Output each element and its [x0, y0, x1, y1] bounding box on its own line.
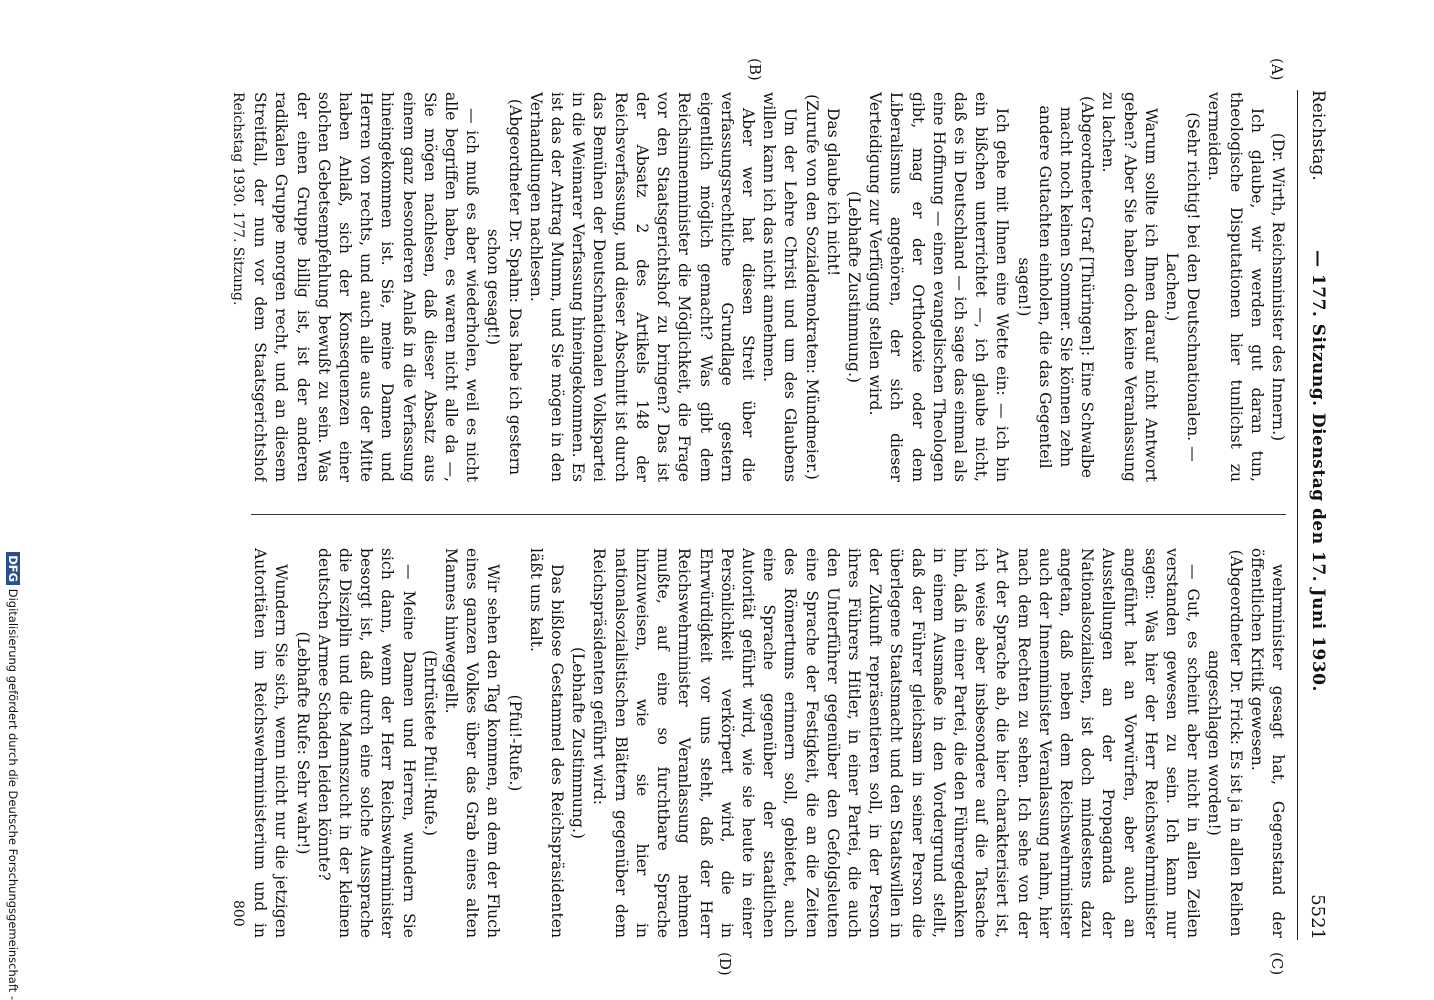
- margin-mark-a: (A): [1268, 58, 1286, 81]
- interjection: (Lebhafte Zustimmung.): [569, 646, 588, 840]
- paragraph: Warum sollte ich Ihnen darauf nicht Antwort geben? Aber Sie haben doch keine Veranlassung zu lachen.: [1099, 92, 1160, 482]
- paragraph: Das bißlose Gestammel des Reichspräsidenten läßt uns kalt.: [526, 548, 567, 938]
- paragraph: Wir sehen den Tag kommen, an dem der Fluch eines ganzen Volkes über das Grab eines alten Mannes hinweggellt.: [442, 548, 503, 938]
- header-left: Reichstag.: [1308, 90, 1328, 181]
- interjection: (Abgeordneter Graf [Thüringen]: Eine Schwalbe macht noch keinen Sommer. Sie können zehn andere Gutachten einholen, die das Gegenteil sagen!): [1014, 96, 1097, 478]
- paragraph: Wundern Sie sich, wenn nicht nur die jetzigen Autoritäten im Reichswehrministerium und in: [251, 548, 291, 938]
- paragraph: Ich glaube, wir werden gut daran tun, theologische Disputationen hier tunlichst zu vermeiden.: [1205, 92, 1266, 482]
- paragraph: Ich gehe mit Ihnen eine Wette ein: — ich bin ein bißchen unterrichtet —, ich glaube nicht, daß es in Deutschland — ich sage das einmal als eine Hoffnung — einen evangelischen Theologen gibt, mag er der Orthodoxie oder dem Liberalismus angehören, der sich dieser Verteidigung zur Verfügung stellen wird.: [866, 92, 1012, 482]
- margin-mark-b: (B): [746, 58, 764, 81]
- attribution-text: Digitalisierung gefördert durch die Deutsche Forschungsgemeinschaft -: [6, 588, 20, 1000]
- attribution-strip: [0, 0, 20, 1000]
- paragraph: — Gut, es scheint aber nicht in allen Zeilen verstanden gewesen zu sein. Ich kann nur sagen: Was hier der Herr Reichswehrminister angeführt hat an Vorwürfen, aber auch an Ausstellungen an der Propaganda der Nationalsozialisten, ist doch mindestens dazu angetan, daß neben dem Reichswehrminister auch der Innenminister Veranlassung nahm, hier nach dem Rechten zu sehen. Ich sehe von der Art der Sprache ab, die hier charakterisiert ist, ich weise aber insbesondere auf die Tatsache hin, daß in einer Partei, die den Führergedanken in einem Ausmaße in den Vordergrund stellt, daß der Führer gleichsam in seiner Person die überlegene Staatsmacht und den Staatswillen in der Zukunft repräsentieren soll, in der Person ihres Führers Hitler, in einer Partei, die auch den Unterführer gegenüber den Gefolgsleuten eine Sprache der Festigkeit, die an die Zeiten des Römertums erinnern soll, gebietet, auch eine Sprache gegenüber der staatlichen Autorität geführt wird, wie sie heute in einer Persönlichkeit verkörpert wird, die in Ehrwürdigkeit vor uns steht, daß der Herr Reichswehrminister Veranlassung nehmen mußte, auf eine so furchtbare Sprache hinzuweisen, wie sie hier in nationalsozialistischen Blättern gegenüber dem Reichspräsidenten geführt wird:: [590, 548, 1203, 938]
- interjection: (Lebhafte Rufe: Sehr wahr!): [293, 631, 312, 855]
- paragraph: Um der Lehre Christi und um des Glaubens willen kann ich das nicht annehmen.: [760, 92, 800, 482]
- left-column: [248, 92, 1288, 482]
- interjection: (Abgeordneter Dr. Frick: Es ist ja in allen Reihen angeschlagen worden!): [1205, 549, 1245, 937]
- paragraph: — ich muß es aber wiederholen, weil es nicht alle begriffen haben, es waren nicht alle da —, Sie mögen nachlesen, daß dieser Absatz aus einem ganz besonderen Anlaß in die Verfassung hineingekommen ist. Sie, meine Damen und Herren von rechts, und auch alle aus der Mitte haben Anlaß, sich der Konsequenzen einer solchen Gebetsempfehlung bewußt zu sein. Was der einen Gruppe billig ist, ist der anderen radikalen Gruppe morgen recht, und an diesem Streitfall, der nun vor dem Staatsgerichtshof: [251, 92, 482, 482]
- paragraph: — Meine Damen und Herren, wundern Sie sich dann, wenn der Herr Reichswehrminister besorgt ist, daß durch eine solche Aussprache die Disziplin und die Mannszucht in der kleinen deutschen Armee Schaden leiden könnte?: [314, 548, 418, 938]
- interjection: (Abgeordneter Dr. Spahn: Das habe ich gestern schon gesagt!): [484, 98, 524, 476]
- column-divider: [251, 514, 1286, 515]
- page-header: [1297, 90, 1334, 940]
- interjection: (Pfui!-Rufe.): [505, 694, 524, 792]
- paragraph: Aber wer hat diesen Streit über die verfassungsrechtliche Grundlage gestern eigentlich möglich gemacht? Was gibt dem Reichsinnenminister die Möglichkeit, die Frage vor den Staatsgerichtshof zu bringen? Das ist der Absatz 2 des Artikels 148 der Reichsverfassung, und dieser Abschnitt ist durch das Bemühen der Deutschnationalen Volkspartei in die Weimarer Verfassung hineingekommen. Es ist das der Antrag Mumm, und Sie mögen in den Verhandlungen nachlesen.: [526, 92, 757, 482]
- right-column: [248, 548, 1288, 938]
- interjection: (Zurufe von den Sozialdemokraten: Mündmeier.): [802, 94, 821, 480]
- margin-mark-d: (D): [716, 952, 734, 976]
- page-number: 5521: [1307, 894, 1328, 940]
- interjection: (Dr. Wirth, Reichsminister des Innern.): [1269, 132, 1287, 442]
- footer-left: Reichstag 1930. 177. Sitzung.: [230, 92, 246, 306]
- interjection: (Lebhafte Zustimmung.): [844, 190, 863, 384]
- header-title: — 177. Sitzung. Dienstag den 17. Juni 1930.: [1308, 250, 1328, 692]
- interjection: (Entrüstete Pfui!-Rufe.): [420, 650, 439, 836]
- interjection: (Sehr richtig! bei den Deutschnationalen. — Lachen.): [1162, 112, 1203, 462]
- paragraph: Das glaube ich nicht!: [823, 108, 842, 277]
- attribution-logo: DFG: [6, 552, 20, 585]
- paragraph: wehrminister gesagt hat, Gegenstand der öffentlichen Kritik gewesen.: [1247, 548, 1287, 938]
- margin-mark-c: (C): [1268, 952, 1286, 976]
- footer-page-number: 800: [230, 900, 246, 927]
